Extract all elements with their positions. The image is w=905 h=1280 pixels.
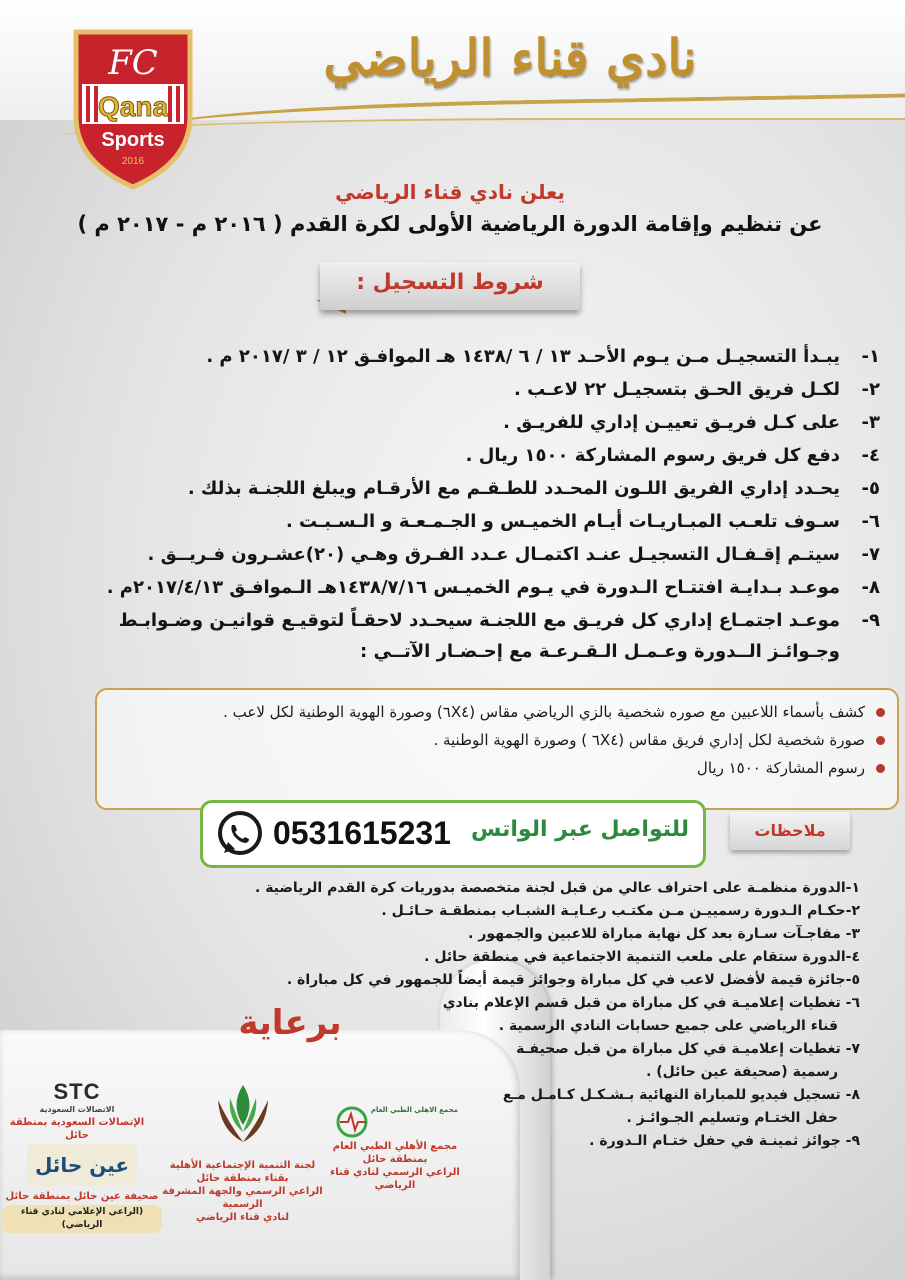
rule-item-continuation: وجـوائـز الــدورة وعـمـل الـقـرعـة مع إحـضـار الآتــي :: [359, 641, 840, 662]
stc-logo-icon: STC: [53, 1079, 101, 1104]
announcement-line-1: يعلن نادي قناء الرياضي: [335, 180, 565, 204]
whatsapp-icon: [215, 809, 265, 859]
note-item: ٦- تغطيات إعلاميـة في كل مباراة من قبل قسم الإعلام بنادي: [442, 995, 860, 1011]
medical-logo-text: مجمع الاهلي الطبي العام: [370, 1106, 458, 1114]
note-item: ٣- مفاجـآت سـارة بعد كل نهاية مباراة للاعبين والجمهور .: [468, 926, 860, 942]
stc-caption: الإتصالات السعودية بمنطقة حائل: [9, 1117, 145, 1141]
note-item: ١-الدورة منظمـة على احتراف عالي من قبل لجنة متخصصة بدوريات كرة القدم الرياضية .: [255, 880, 860, 896]
notes-heading: ملاحظات: [754, 821, 826, 840]
medical-role: الراعي الرسمي لنادي قناء الرياضي: [330, 1167, 460, 1191]
rule-item: ٢-لكـل فريق الحـق بتسجيـل ٢٢ لاعـب .: [514, 379, 880, 400]
note-item: ٧- تغطيات إعلاميـة في كل مباراة من قبل صحيفـة: [516, 1041, 860, 1057]
note-item-continuation: حفل الختـام وتسليم الجـوائـز .: [626, 1110, 838, 1126]
medical-caption: مجمع الأهلي الطبي العام بمنطقة حائل: [332, 1141, 458, 1165]
sponsor-stc: [2, 1079, 152, 1142]
rule-item: ٥-يحـدد إداري الفريق اللـون المحـدد للطـقـم مع الأرقـام ويبلغ اللجنـة بذلك .: [187, 478, 880, 499]
rule-item: ٨-موعـد بـدايـة افتتـاح الـدورة في يـوم الخميـس ١٤٣٨/٧/١٦هـ الـموافـق ٢٠١٧/٤/١٣م .: [106, 577, 880, 598]
whatsapp-label: للتواصل عبر الواتس: [471, 817, 689, 842]
rule-item: ٤-دفع كل فريق رسوم المشاركة ١٥٠٠ ريال .: [465, 445, 880, 466]
registration-rules: [30, 340, 880, 667]
ain-hail-caption: صحيفة عين حائل بمنطقة حائل: [5, 1191, 159, 1202]
rule-item: ١-يبـدأ التسجيـل مـن يـوم الأحـد ١٣ / ٦ /١٤٣٨ هـ الموافـق ١٢ / ٣ /٢٠١٧ م .: [206, 346, 880, 367]
stc-subtitle: الاتصالات السعودية: [39, 1105, 115, 1114]
note-item: ٨- تسجيل فيديو للمباراة النهائية بـشـكـل كـامـل مـع: [502, 1087, 860, 1103]
committee-logo-icon: [160, 1080, 325, 1159]
note-item: ٢-حكـام الـدورة رسمييـن مـن مكتـب رعـايـة الشبـاب بمنطقـة حـائـل .: [381, 903, 860, 919]
list-item: صورة شخصية لكل إداري فريق مقاس (٦X٤ ) وصورة الهوية الوطنية .: [97, 726, 897, 754]
note-item: ٥-جائزة قيمة لأفضل لاعب في كل مباراة وجوائز قيمة أيضاً للجمهور في كل مباراة .: [286, 972, 860, 988]
medical-logo-icon: [330, 1100, 460, 1140]
notes-heading-tab: [730, 812, 850, 850]
registration-heading: شروط التسجيل :: [356, 270, 544, 295]
page-title: نادي قناء الرياضي: [323, 28, 697, 87]
note-item: ٩- جوائز ثمينـة في حفل ختـام الـدورة .: [589, 1133, 860, 1149]
announcement-line-2: عن تنظيم وإقامة الدورة الرياضية الأولى لكرة القدم ( ٢٠١٦ م - ٢٠١٧ م ): [77, 212, 823, 236]
rule-item: ٧-سيتـم إقـفـال التسجيـل عنـد اكتمـال عـدد الفـرق وهـي (٢٠)عشـرون فـريــق .: [147, 544, 880, 565]
whatsapp-contact[interactable]: [200, 800, 706, 868]
crest-sub: Sports: [101, 129, 165, 151]
committee-club: لنادي قناء الرياضي: [195, 1212, 290, 1223]
ain-hail-logo-icon: عين حائل: [27, 1144, 137, 1186]
sponsor-committee: [160, 1080, 325, 1224]
ain-hail-role: (الراعي الإعلامي لنادي قناء الرياضي): [2, 1205, 162, 1233]
bullet-icon: [876, 708, 885, 717]
whatsapp-number: 0531615231: [273, 815, 451, 851]
bullet-icon: [876, 764, 885, 773]
club-crest-icon: [68, 22, 198, 192]
committee-caption: لجنة التنمية الإجتماعية الأهلية بقناء بمنطقة حائل: [169, 1160, 316, 1184]
sponsor-medical: [330, 1100, 460, 1192]
note-item: ٤-الدورة ستقام على ملعب التنمية الاجتماعية في منطقة حائل .: [424, 949, 860, 965]
crest-year: 2016: [121, 156, 145, 167]
crest-name: Qana: [97, 91, 169, 122]
rule-item: ٩-موعـد اجتمـاع إداري كل فريـق مع اللجنـة سيحـدد لاحقـاً لتوقيـع قوانيـن وضـوابـط: [118, 610, 880, 631]
registration-heading-ribbon: [320, 262, 580, 310]
sponsors-heading: برعاية: [238, 1003, 342, 1043]
note-item-continuation: رسمية (صحيفة عين حائل) .: [646, 1064, 838, 1080]
committee-role: الراعي الرسمي والجهة المشرفة الرسمية: [162, 1186, 323, 1210]
required-items-box: [95, 688, 899, 810]
list-item: رسوم المشاركة ١٥٠٠ ريال: [97, 754, 897, 782]
list-item: كشف بأسماء اللاعبين مع صوره شخصية بالزي الرياضي مقاس (٦X٤) وصورة الهوية الوطنية لكل لاعب .: [97, 698, 897, 726]
bullet-icon: [876, 736, 885, 745]
crest-initials: FC: [108, 43, 158, 83]
rule-item: ٣-على كـل فريـق تعييـن إداري للفريـق .: [503, 412, 880, 433]
note-item-continuation: قناء الرياضي على جميع حسابات النادي الرسمية .: [498, 1018, 838, 1034]
sponsor-ain-hail: [2, 1140, 162, 1233]
rule-item: ٦-سـوف تلعـب المبـاريـات أيـام الخميـس و الجـمـعـة و الـسـبـت .: [285, 511, 880, 532]
